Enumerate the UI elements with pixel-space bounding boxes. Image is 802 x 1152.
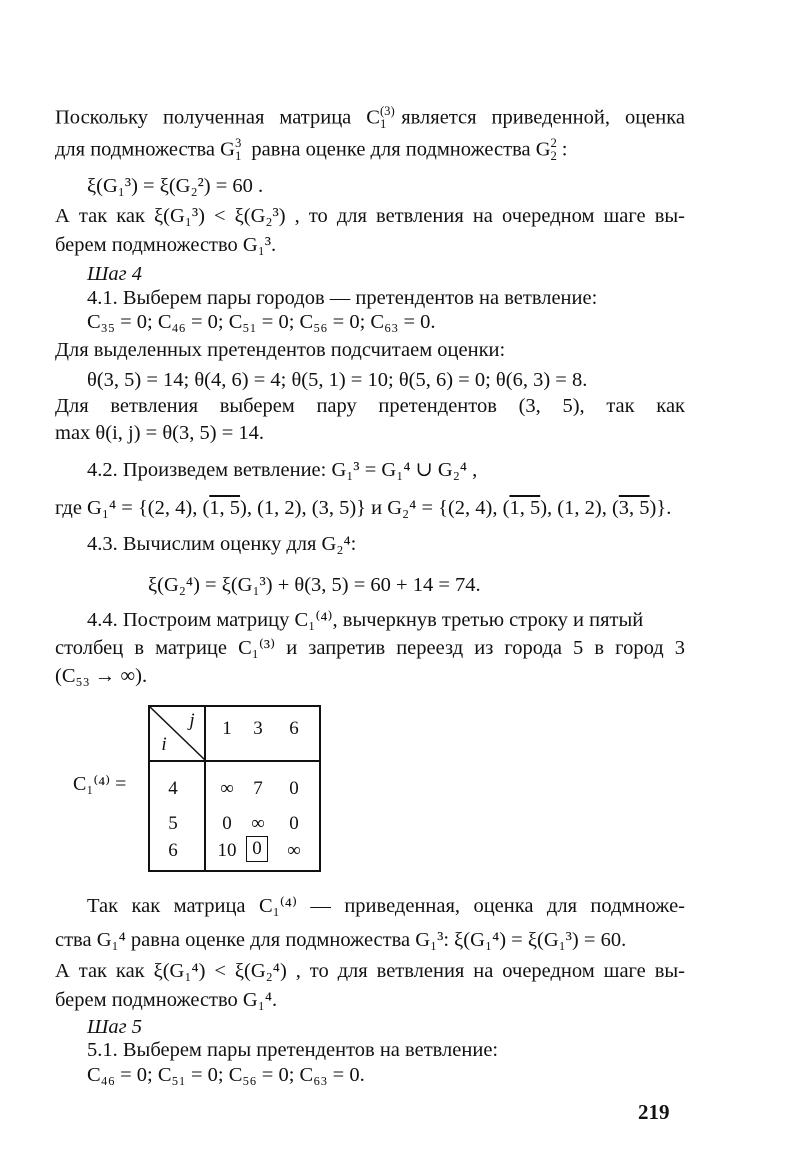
corner-label-j: j bbox=[189, 710, 195, 731]
text-line-13: 4.2. Произведем ветвление: G₁³ = G₁⁴ ∪ G₂⁴ , bbox=[87, 459, 478, 481]
formula-c-values-step4: C₃₅ = 0; C₄₆ = 0; C₅₁ = 0; C₅₆ = 0; C₆₃ = 0. bbox=[87, 311, 436, 333]
page-number: 219 bbox=[638, 1100, 670, 1124]
text-line-23: берем подмножество G₁⁴. bbox=[55, 989, 278, 1011]
text-line-19: (C₅₃ → ∞). bbox=[55, 665, 148, 687]
formula-max-theta: max θ(i, j) = θ(3, 5) = 14. bbox=[55, 422, 265, 444]
row-header: 6 bbox=[168, 840, 178, 861]
corner-label-i: i bbox=[161, 734, 167, 755]
column-header: 3 bbox=[253, 718, 263, 739]
text-line-15: 4.3. Вычислим оценку для G₂⁴: bbox=[87, 533, 357, 555]
text-line-14: где G₁⁴ = {(2, 4), (1, 5), (1, 2), (3, 5)} и G₂⁴ = {(2, 4), (1, 5), (1, 2), (3, 5)}. bbox=[55, 497, 672, 519]
matrix-cell: 0 bbox=[289, 813, 299, 834]
step-5-heading: Шаг 5 bbox=[87, 1016, 143, 1038]
row-header: 4 bbox=[168, 778, 178, 799]
text-line-25: 5.1. Выберем пары претендентов на ветвление: bbox=[87, 1039, 499, 1061]
text-line-21: ства G₁⁴ равна оценке для подмножества G₁³: ξ(G₁⁴) = ξ(G₁³) = 60. bbox=[55, 929, 627, 951]
text-line-5: берем подмножество G₁³. bbox=[55, 234, 277, 256]
matrix-cell: ∞ bbox=[287, 840, 301, 861]
text-line-17: 4.4. Построим матрицу C₁⁽⁴⁾, вычеркнув третью строку и пятый bbox=[87, 609, 644, 631]
matrix-cell: 10 bbox=[217, 840, 237, 861]
matrix-cell: 7 bbox=[253, 778, 263, 799]
text-line-4: А так как ξ(G₁³) < ξ(G₂³) , то для ветвления на очередном шаге вы- bbox=[55, 205, 685, 227]
text-line-7: 4.1. Выберем пары городов — претендентов на ветвление: bbox=[87, 287, 598, 309]
text-line-2: для подмножества G 3 1 равна оценке для подмножества G 2 2 : bbox=[55, 136, 568, 163]
matrix-cell: ∞ bbox=[220, 778, 234, 799]
matrix-vertical-divider bbox=[204, 707, 206, 870]
formula-theta-values: θ(3, 5) = 14; θ(4, 6) = 4; θ(5, 1) = 10; θ(5, 6) = 0; θ(6, 3) = 8. bbox=[87, 369, 588, 391]
column-header: 6 bbox=[289, 718, 299, 739]
formula-xi-equality: ξ(G₁³) = ξ(G₂²) = 60 . bbox=[87, 175, 264, 197]
text-line-22: А так как ξ(G₁⁴) < ξ(G₂⁴) , то для ветвления на очередном шаге вы- bbox=[55, 960, 685, 982]
row-header: 5 bbox=[168, 813, 178, 834]
text-line-18: столбец в матрице C₁⁽³⁾ и запретив переезд из города 5 в город 3 bbox=[55, 637, 685, 659]
matrix-cell: 0 bbox=[222, 813, 232, 834]
formula-c-values-step5: C₄₆ = 0; C₅₁ = 0; C₅₆ = 0; C₆₃ = 0. bbox=[87, 1064, 365, 1086]
step-4-heading: Шаг 4 bbox=[87, 263, 143, 285]
text-line-20: Так как матрица C₁⁽⁴⁾ — приведенная, оценка для подмноже- bbox=[87, 895, 685, 917]
matrix-horizontal-divider bbox=[150, 760, 319, 762]
matrix-label: C₁⁽⁴⁾ = bbox=[73, 773, 127, 795]
column-header: 1 bbox=[222, 718, 232, 739]
formula-xi-g24: ξ(G₂⁴) = ξ(G₁³) + θ(3, 5) = 60 + 14 = 74. bbox=[148, 574, 481, 596]
text-line-1: Поскольку полученная матрица C (3) 1 является приведенной, оценка bbox=[55, 104, 685, 131]
text-line-11: Для ветвления выберем пару претендентов (3, 5), так как bbox=[55, 395, 685, 417]
matrix-cell: ∞ bbox=[251, 813, 265, 834]
matrix-cell-boxed: 0 bbox=[246, 836, 268, 862]
matrix-cell: 0 bbox=[289, 778, 299, 799]
text-line-9: Для выделенных претендентов подсчитаем оценки: bbox=[55, 339, 506, 361]
cost-matrix-table bbox=[148, 705, 321, 872]
